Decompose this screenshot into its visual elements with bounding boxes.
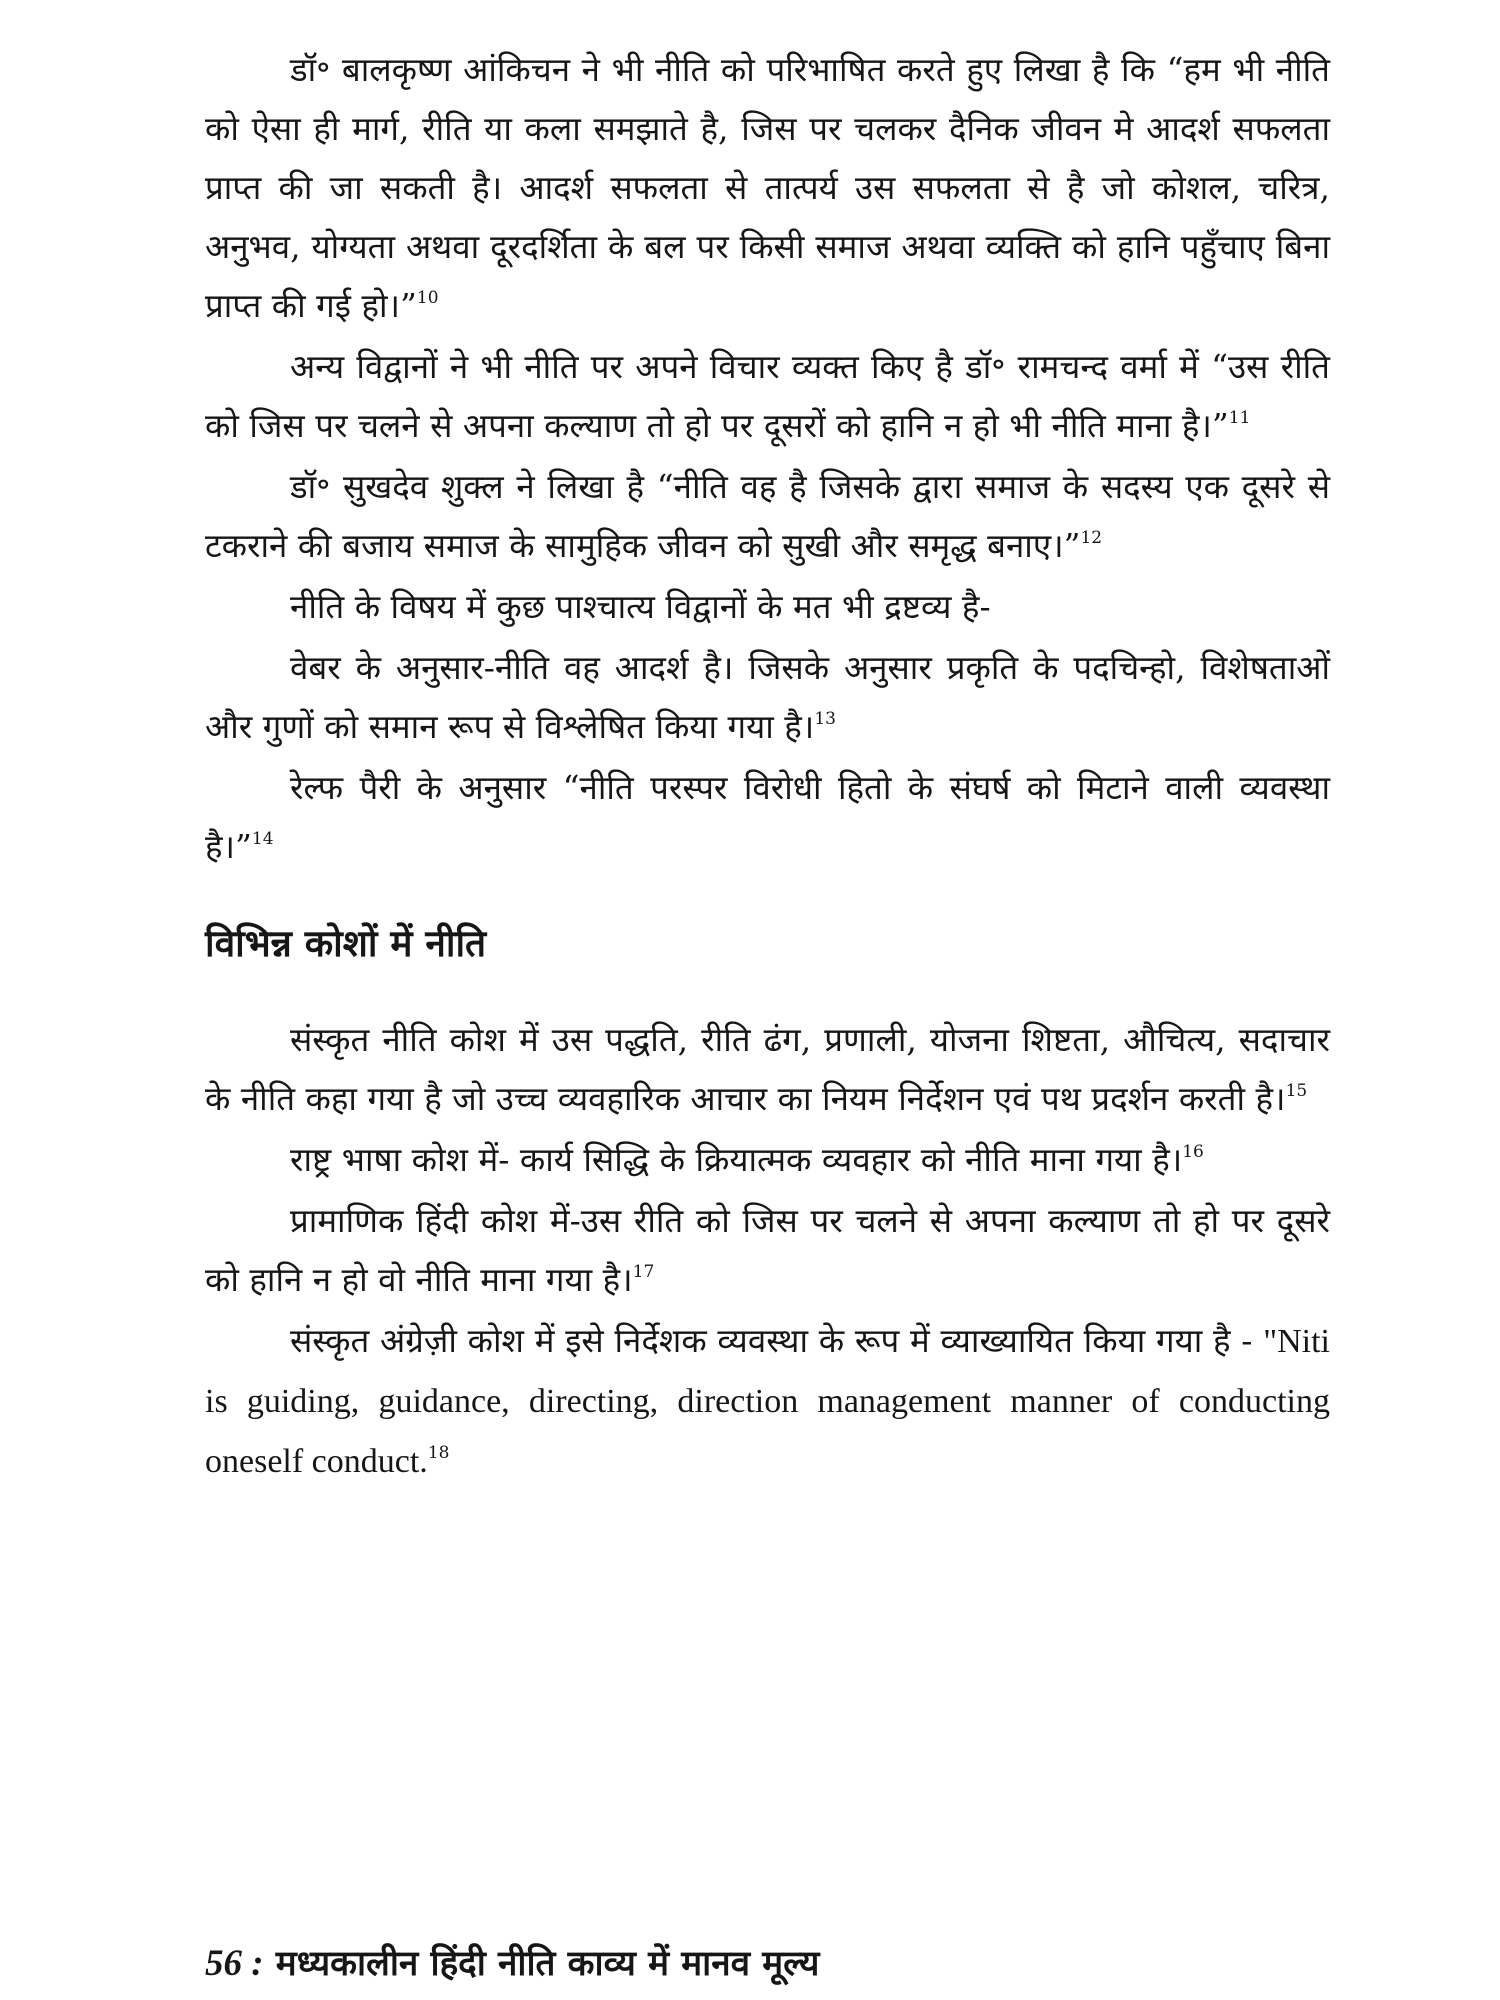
page-body [205,40,1330,1491]
english-definition: "Niti is guiding, guidance, directing, direction management manner of conducting oneself conduct. [205,1323,1330,1480]
paragraph-ralph-perry: रेल्फ पैरी के अनुसार “नीति परस्पर विरोधी हितो के संघर्ष को मिटाने वाली व्यवस्था है।”$^{14}$ [205,768,1330,866]
footnote-ref: 17 [632,1262,655,1282]
book-title: मध्यकालीन हिंदी नीति काव्य में मानव मूल्य [275,1944,820,1984]
paragraph-ankichan: डॉ॰ बालकृष्ण आंकिचन ने भी नीति को परिभाषित करते हुए लिखा है कि “हम भी नीति को ऐसा ही मार्ग, रीति या कला समझाते है, जिस पर चलकर दैनिक जीवन मे आदर्श सफलता प्राप्त की जा सकती है। आदर्श सफलता से तात्पर्य उस सफलता से है जो कोशल, चरित्र, अनुभव, योग्यता अथवा दूरदर्शिता के बल पर किसी समाज अथवा व्यक्ति को हानि पहुँचाए बिना प्राप्त की गई हो।”$^{10}$ [205,50,1330,325]
paragraph-ramchand-varma: अन्य विद्वानों ने भी नीति पर अपने विचार व्यक्त किए है डॉ॰ रामचन्द वर्मा में “उस रीति को जिस पर चलने से अपना कल्याण तो हो पर दूसरों को हानि न हो भी नीति माना है।”$^{11}$ [205,347,1330,445]
paragraph-sanskrit-english-kosh: संस्कृत अंग्रेज़ी कोश में इसे निर्देशक व्यवस्था के रूप में व्याख्यायित किया गया है - "Niti is guiding, guidance, directing, direction management manner of conducting oneself conduct.$^{18}$ [205,1321,1330,1480]
page-number: 56 : [205,1943,264,1984]
footnote-ref: 13 [814,709,836,729]
footnote-ref: 10 [416,288,439,308]
paragraph-sanskrit-niti-kosh: संस्कृत नीति कोश में उस पद्धति, रीति ढंग, प्रणाली, योजना शिष्टता, औचित्य, सदाचार के नीति कहा गया है जो उच्च व्यवहारिक आचार का नियम निर्देशन एवं पथ प्रदर्शन करती है।$^{15}$ [205,1020,1330,1118]
footnote-ref: 12 [1080,528,1103,548]
footnote-ref: 11 [1228,408,1251,428]
paragraph-pramanik-hindi-kosh: प्रामाणिक हिंदी कोश में-उस रीति को जिस पर चलने से अपना कल्याण तो हो पर दूसरे को हानि न हो वो नीति माना गया है।$^{17}$ [205,1201,1330,1299]
section-heading: विभिन्न कोशों में नीति [205,922,487,965]
paragraph-western-scholars: नीति के विषय में कुछ पाश्चात्य विद्वानों के मत भी द्रष्टव्य है- [290,587,991,626]
paragraph-weber: वेबर के अनुसार-नीति वह आदर्श है। जिसके अनुसार प्रकृति के पदचिन्हो, विशेषताओं और गुणों को समान रूप से विश्लेषित किया गया है।$^{13}$ [205,648,1330,746]
footnote-ref: 14 [251,829,274,849]
page-footer [205,1940,820,1988]
footnote-ref: 18 [427,1443,450,1463]
footnote-ref: 15 [1285,1081,1308,1101]
footnote-ref: 16 [1182,1142,1204,1162]
paragraph-sukhdev-shukla: डॉ॰ सुखदेव शुक्ल ने लिखा है “नीति वह है जिसके द्वारा समाज के सदस्य एक दूसरे से टकराने की बजाय समाज के सामुहिक जीवन को सुखी और समृद्ध बनाए।”$^{12}$ [205,467,1330,565]
paragraph-rashtra-bhasha-kosh: राष्ट्र भाषा कोश में- कार्य सिद्धि के क्रियात्मक व्यवहार को नीति माना गया है।$^{16}$ [290,1140,1204,1179]
